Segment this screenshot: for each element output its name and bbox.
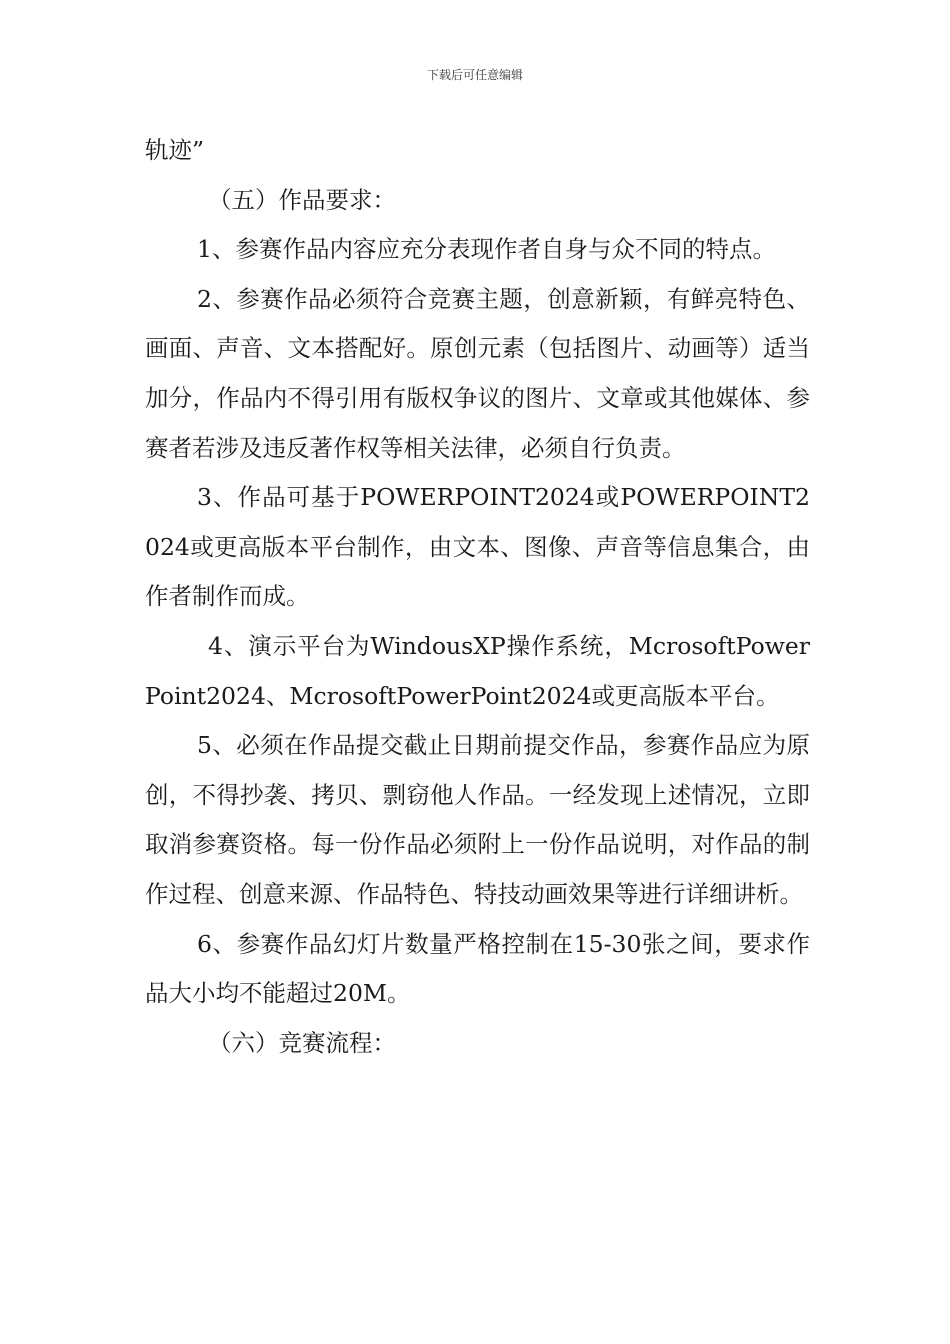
section-heading-process: （六）竞赛流程：: [208, 1028, 396, 1057]
requirement-item-5: 5、必须在作品提交截止日期前提交作品，参赛作品应为原创，不得抄袭、拷贝、剽窃他人作品。一经发现上述情况，立即取消参赛资格。每一份作品必须附上一份作品说明，对作品的制作过程、创意来源、作品特色、特技动画效果等进行详细讲析。: [145, 731, 810, 908]
requirement-item-6: 6、参赛作品幻灯片数量严格控制在15-30张之间，要求作品大小均不能超过20M。: [145, 929, 810, 1008]
paragraph-continuation: 轨迹”: [145, 136, 205, 164]
section-heading-requirements: （五）作品要求：: [208, 185, 396, 214]
requirement-item-2: 2、参赛作品必须符合竞赛主题，创意新颖，有鲜亮特色、画面、声音、文本搭配好。原创元素（包括图片、动画等）适当加分，作品内不得引用有版权争议的图片、文章或其他媒体、参赛者若涉及违反著作权等相关法律，必须自行负责。: [145, 284, 810, 462]
page-header: 下载后可任意编辑: [426, 68, 523, 82]
requirement-item-3: 3、作品可基于POWERPOINT2024或POWERPOINT2024或更高版本平台制作，由文本、图像、声音等信息集合，由作者制作而成。: [145, 483, 810, 611]
requirement-item-4: 4、演示平台为WindousXP操作系统，McrosoftPowerPoint2024、McrosoftPowerPoint2024或更高版本平台。: [145, 631, 810, 710]
requirement-item-1: 1、参赛作品内容应充分表现作者自身与众不同的特点。: [197, 235, 776, 264]
document-body: [145, 126, 810, 1068]
